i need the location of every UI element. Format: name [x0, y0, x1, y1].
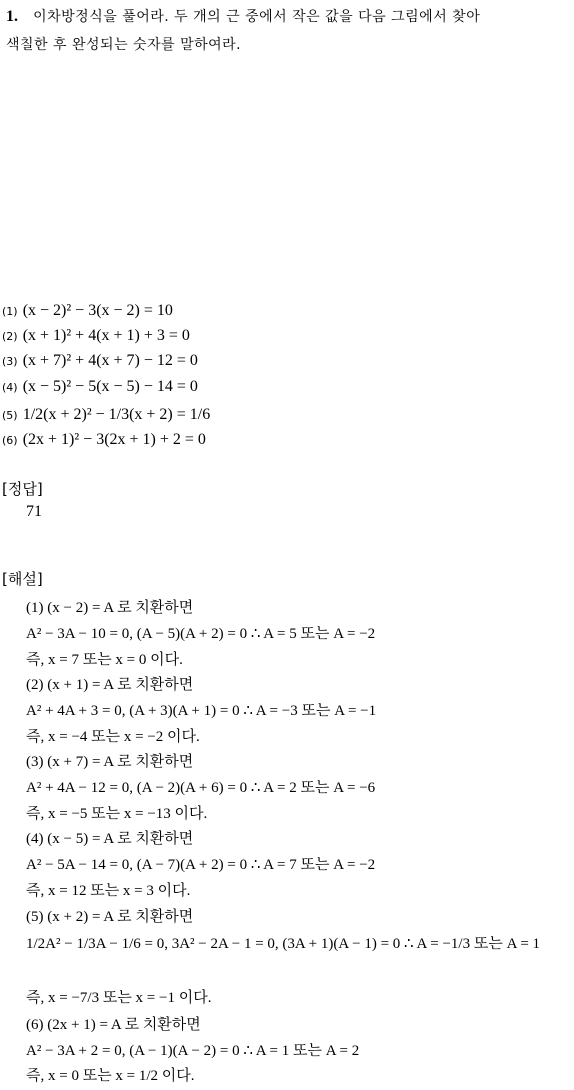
problem-6 [2, 429, 206, 449]
solution-line: 즉, x = −4 또는 x = −2 이다. [26, 729, 200, 745]
problem-equation: (x + 7)² + 4(x + 7) − 12 = 0 [22, 352, 198, 369]
solution-line: A² + 4A + 3 = 0, (A + 3)(A + 1) = 0 ∴ A = −3 또는 A = −1 [26, 703, 377, 719]
answer-header: [정답] [2, 480, 43, 498]
question-number: 1. [6, 8, 18, 25]
problem-index: (5) [2, 409, 18, 422]
problem-index: (3) [2, 355, 18, 368]
problem-2 [2, 325, 190, 345]
solution-line: 즉, x = 12 또는 x = 3 이다. [26, 883, 191, 899]
problem-equation: (2x + 1)² − 3(2x + 1) + 2 = 0 [22, 431, 206, 448]
solution-line: 즉, x = 0 또는 x = 1/2 이다. [26, 1068, 195, 1084]
solution-line: (3) (x + 7) = A 로 치환하면 [26, 754, 194, 770]
solution-line: 1/2A² − 1/3A − 1/6 = 0, 3A² − 2A − 1 = 0, (3A + 1)(A − 1) = 0 ∴ A = −1/3 또는 A = 1 [26, 936, 541, 952]
question-text-2: 색칠한 후 완성되는 숫자를 말하여라. [6, 37, 242, 53]
problem-equation: (x − 2)² − 3(x − 2) = 10 [22, 302, 173, 319]
solution-line: A² − 3A − 10 = 0, (A − 5)(A + 2) = 0 ∴ A = 5 또는 A = −2 [26, 626, 376, 642]
solution-line: 즉, x = −5 또는 x = −13 이다. [26, 806, 208, 822]
solution-line: (4) (x − 5) = A 로 치환하면 [26, 831, 194, 847]
solution-line: (2) (x + 1) = A 로 치환하면 [26, 677, 194, 693]
solution-line: (5) (x + 2) = A 로 치환하면 [26, 909, 194, 925]
solution-line: 즉, x = −7/3 또는 x = −1 이다. [26, 990, 212, 1006]
solution-line: (1) (x − 2) = A 로 치환하면 [26, 600, 194, 616]
problem-index: (1) [2, 305, 18, 318]
solution-line: (6) (2x + 1) = A 로 치환하면 [26, 1017, 201, 1033]
question-text-1: 이차방정식을 풀어라. 두 개의 근 중에서 작은 값을 다음 그림에서 찾아 [33, 9, 481, 25]
problem-index: (4) [2, 381, 18, 394]
problem-5 [2, 404, 210, 424]
problem-index: (6) [2, 434, 18, 447]
problem-1 [2, 300, 173, 320]
solution-line: 즉, x = 7 또는 x = 0 이다. [26, 652, 183, 668]
answer-value: 71 [26, 503, 42, 520]
solution-line: A² + 4A − 12 = 0, (A − 2)(A + 6) = 0 ∴ A = 2 또는 A = −6 [26, 780, 376, 796]
solution-line: A² − 3A + 2 = 0, (A − 1)(A − 2) = 0 ∴ A = 1 또는 A = 2 [26, 1043, 360, 1059]
problem-equation: (x − 5)² − 5(x − 5) − 14 = 0 [22, 378, 198, 395]
solution-header: [해설] [2, 570, 43, 588]
problem-index: (2) [2, 330, 18, 343]
solution-line: A² − 5A − 14 = 0, (A − 7)(A + 2) = 0 ∴ A = 7 또는 A = −2 [26, 857, 376, 873]
problem-3 [2, 350, 198, 370]
problem-4 [2, 376, 198, 396]
question-line-1 [6, 6, 480, 26]
problem-equation: (x + 1)² + 4(x + 1) + 3 = 0 [22, 327, 190, 344]
problem-equation: 1/2(x + 2)² − 1/3(x + 2) = 1/6 [22, 406, 211, 423]
